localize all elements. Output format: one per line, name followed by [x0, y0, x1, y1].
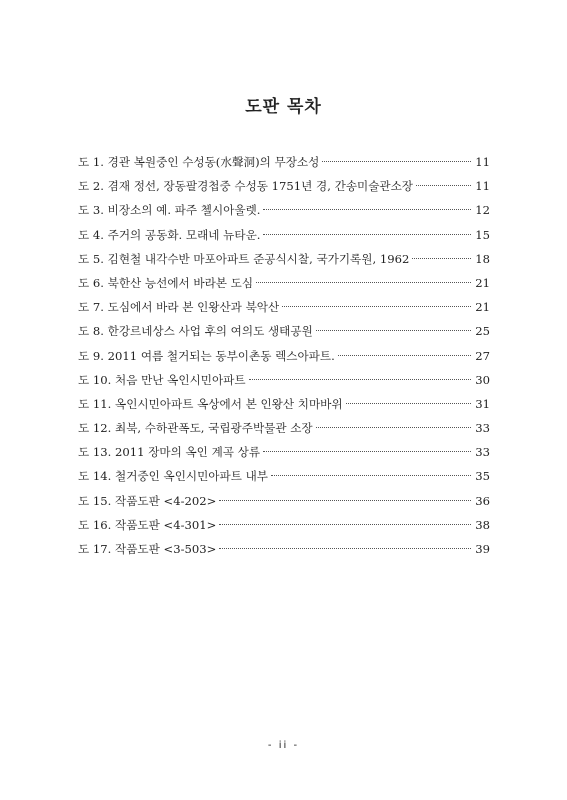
dot-leader — [219, 524, 471, 525]
list-item — [78, 198, 490, 222]
entry-label: 도 12. 최북, 수하관폭도, 국립광주박물관 소장 — [78, 421, 313, 436]
entry-label: 도 17. 작품도판 <3-503> — [78, 542, 217, 556]
entry-page-number: 30 — [475, 372, 490, 387]
entry-label: 도 1. 경관 복원중인 수성동(水聲洞)의 무장소성 — [78, 155, 320, 169]
entry-label: 도 7. 도심에서 바라 본 인왕산과 북악산 — [78, 300, 280, 315]
entry-page-number: 18 — [475, 251, 490, 266]
entry-label: 도 11. 옥인시민아파트 옥상에서 본 인왕산 치마바위 — [78, 396, 343, 411]
list-item — [78, 392, 490, 416]
entry-label: 도 8. 한강르네상스 사업 후의 여의도 생태공원 — [78, 324, 313, 339]
list-item — [78, 295, 490, 319]
entry-page-number: 12 — [475, 203, 490, 218]
list-item — [78, 174, 490, 198]
entry-label: 도 6. 북한산 능선에서 바라본 도심 — [78, 275, 254, 290]
dot-leader — [263, 451, 471, 452]
entry-page-number: 33 — [475, 421, 490, 436]
entry-label: 도 2. 겸재 정선, 장동팔경첩중 수성동 1751년 경, 간송미술관소장 — [78, 179, 414, 194]
figure-list — [78, 150, 490, 561]
entry-page-number: 31 — [475, 396, 490, 411]
entry-label: 도 9. 2011 여름 철거되는 동부이촌동 렉스아파트. — [78, 348, 335, 363]
entry-page-number: 39 — [475, 542, 490, 556]
entry-page-number: 15 — [475, 227, 490, 242]
list-item — [78, 223, 490, 247]
list-item — [78, 150, 490, 174]
dot-leader — [282, 306, 471, 307]
list-item — [78, 368, 490, 392]
entry-label: 도 10. 처음 만난 옥인시민아파트 — [78, 372, 246, 387]
entry-page-number: 35 — [475, 469, 490, 484]
page-number-footer: - ii - — [267, 740, 300, 751]
list-item — [78, 344, 490, 368]
entry-page-number: 38 — [475, 517, 490, 532]
entry-label: 도 15. 작품도판 <4-202> — [78, 493, 217, 508]
entry-page-number: 36 — [475, 493, 490, 508]
page-title: 도판 목차 — [245, 97, 322, 117]
dot-leader — [256, 282, 471, 283]
list-item — [78, 271, 490, 295]
entry-page-number: 11 — [475, 179, 490, 194]
dot-leader — [219, 548, 471, 549]
dot-leader — [316, 427, 471, 428]
list-item — [78, 464, 490, 488]
dot-leader — [316, 330, 471, 331]
list-item — [78, 489, 490, 513]
dot-leader — [263, 209, 471, 210]
entry-label: 도 13. 2011 장마의 옥인 계곡 상류 — [78, 445, 261, 460]
dot-leader — [263, 234, 471, 235]
entry-label: 도 5. 김현철 내각수반 마포아파트 준공식시찰, 국가기록원, 1962 — [78, 251, 410, 266]
dot-leader — [219, 500, 471, 501]
entry-label: 도 14. 철거중인 옥인시민아파트 내부 — [78, 469, 268, 484]
dot-leader — [338, 355, 471, 356]
list-item — [78, 537, 490, 561]
dot-leader — [271, 475, 471, 476]
entry-label: 도 16. 작품도판 <4-301> — [78, 517, 217, 532]
dot-leader — [346, 403, 471, 404]
list-item — [78, 247, 490, 271]
entry-page-number: 21 — [475, 275, 490, 290]
entry-page-number: 25 — [475, 324, 490, 339]
dot-leader — [249, 379, 471, 380]
list-item — [78, 513, 490, 537]
entry-label: 도 3. 비장소의 예. 파주 첼시아울렛. — [78, 203, 261, 218]
dot-leader — [416, 185, 471, 186]
list-item — [78, 319, 490, 343]
entry-label: 도 4. 주거의 공동화. 모래네 뉴타운. — [78, 227, 261, 242]
dot-leader — [322, 161, 471, 162]
entry-page-number: 33 — [475, 445, 490, 460]
list-item — [78, 440, 490, 464]
dot-leader — [412, 258, 471, 259]
list-item — [78, 416, 490, 440]
entry-page-number: 11 — [475, 155, 490, 169]
entry-page-number: 27 — [475, 348, 490, 363]
entry-page-number: 21 — [475, 300, 490, 315]
